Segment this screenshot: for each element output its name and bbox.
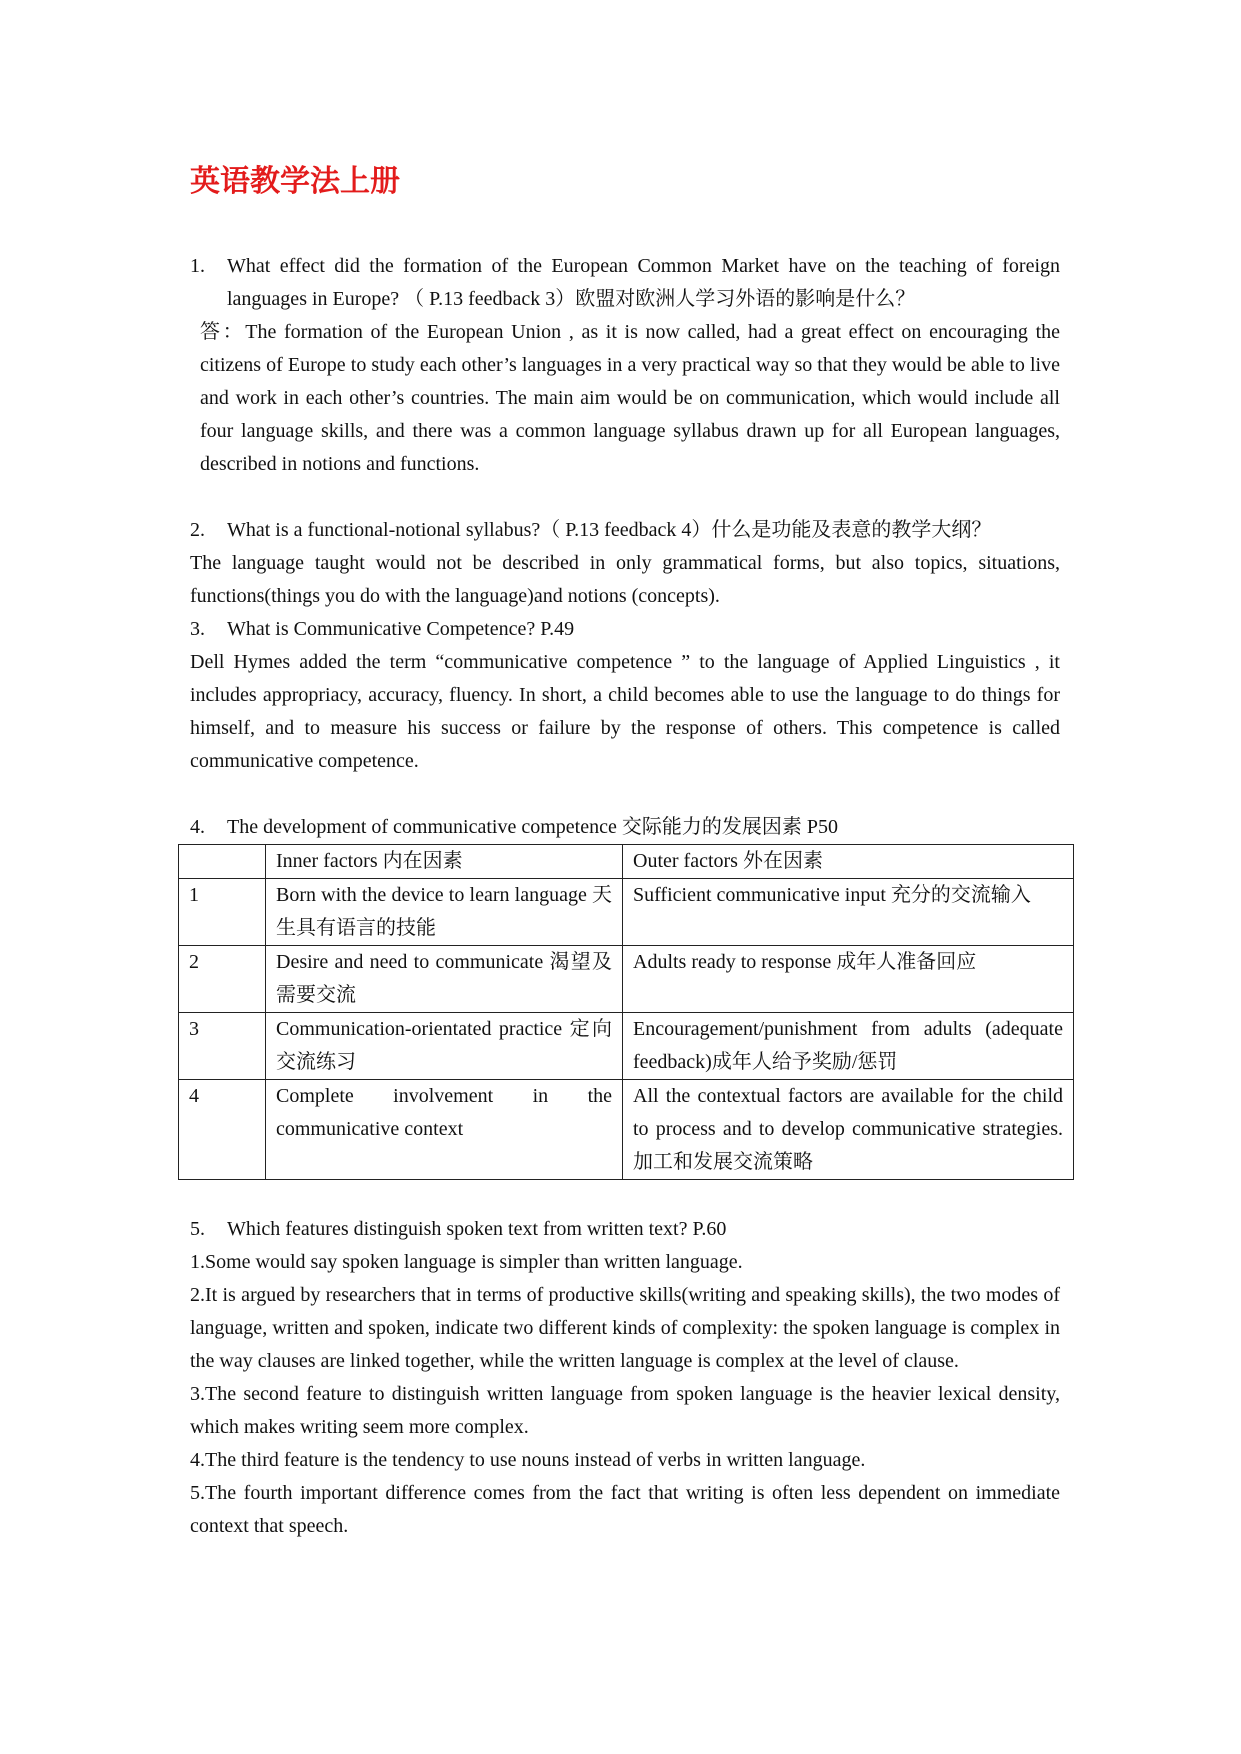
table-cell: Adults ready to response 成年人准备回应 bbox=[623, 946, 1074, 1013]
table-cell: Born with the device to learn language 天生具有语言的技能 bbox=[266, 879, 623, 946]
table-row bbox=[179, 946, 1074, 1013]
table-cell: 3 bbox=[179, 1013, 266, 1080]
question-1 bbox=[190, 250, 1060, 316]
answer-5-point: 4.The third feature is the tendency to use nouns instead of verbs in written language. bbox=[190, 1449, 866, 1471]
question-text: What effect did the formation of the European Common Market have on the teaching of foreign languages in Europe? （ P.13 feedback 3）欧盟对欧洲人学习外语的影响是什么？ bbox=[227, 255, 1060, 310]
answer-2: The language taught would not be described in only grammatical forms, but also topics, situations, functions(things you do with the language)and notions (concepts). bbox=[190, 552, 1060, 607]
table-cell: Sufficient communicative input 充分的交流输入 bbox=[623, 879, 1074, 946]
question-2 bbox=[190, 514, 1060, 547]
factors-table bbox=[178, 844, 1074, 1180]
table-cell: Complete involvement in the communicative context bbox=[266, 1080, 623, 1180]
answer-5-point: 1.Some would say spoken language is simpler than written language. bbox=[190, 1251, 743, 1273]
question-number: 5. bbox=[190, 1218, 205, 1240]
table-row bbox=[179, 1080, 1074, 1180]
table-header-cell bbox=[179, 845, 266, 879]
table-row bbox=[179, 879, 1074, 946]
question-number: 4. bbox=[190, 816, 205, 838]
table-cell: 2 bbox=[179, 946, 266, 1013]
table-header-cell: Outer factors 外在因素 bbox=[623, 845, 1074, 879]
table-cell: 1 bbox=[179, 879, 266, 946]
question-text: Which features distinguish spoken text from written text? P.60 bbox=[227, 1218, 727, 1240]
answer-1: 答：The formation of the European Union , as it is now called, had a great effect on encouraging the citizens of Europe to study each other’s languages in a very practical way so that they would be able to live and work in each other’s countries. The main aim would be on communication, which would include all four language skills, and there was a common language syllabus drawn up for all European languages, described in notions and functions. bbox=[200, 321, 1060, 475]
question-text: What is a functional-notional syllabus?（ P.13 feedback 4）什么是功能及表意的教学大纲？ bbox=[227, 519, 992, 541]
question-number: 3. bbox=[190, 618, 205, 640]
document-title: 英语教学法上册 bbox=[190, 164, 400, 199]
question-number: 1. bbox=[190, 255, 205, 277]
answer-5-point: 3.The second feature to distinguish written language from spoken language is the heavier lexical density, which makes writing seem more complex. bbox=[190, 1383, 1060, 1438]
table-cell: 4 bbox=[179, 1080, 266, 1180]
question-4 bbox=[190, 811, 1060, 844]
question-3 bbox=[190, 613, 1060, 646]
document-body bbox=[189, 250, 1063, 1543]
table-cell: Encouragement/punishment from adults (adequate feedback)成年人给予奖励/惩罚 bbox=[623, 1013, 1074, 1080]
table-row bbox=[179, 1013, 1074, 1080]
answer-3: Dell Hymes added the term “communicative competence ” to the language of Applied Linguistics , it includes appropriacy, accuracy, fluency. In short, a child becomes able to use the language to do things for himself, and to measure his success or failure by the response of others. This competence is called communicative competence. bbox=[190, 651, 1060, 772]
question-number: 2. bbox=[190, 519, 205, 541]
table-cell: All the contextual factors are available for the child to process and to develop communicative strategies.加工和发展交流策略 bbox=[623, 1080, 1074, 1180]
table-cell: Desire and need to communicate 渴望及需要交流 bbox=[266, 946, 623, 1013]
question-text: What is Communicative Competence? P.49 bbox=[227, 618, 575, 640]
answer-5-point: 2.It is argued by researchers that in terms of productive skills(writing and speaking skills), the two modes of language, written and spoken, indicate two different kinds of complexity: the spoken language is complex in the way clauses are linked together, while the written language is complex at the level of clause. bbox=[190, 1284, 1060, 1372]
table-header-cell: Inner factors 内在因素 bbox=[266, 845, 623, 879]
table-header-row bbox=[179, 845, 1074, 879]
answer-5-point: 5.The fourth important difference comes from the fact that writing is often less dependent on immediate context that speech. bbox=[190, 1482, 1060, 1537]
question-5 bbox=[190, 1213, 1060, 1246]
question-text: The development of communicative competence 交际能力的发展因素 P50 bbox=[227, 816, 838, 838]
table-cell: Communication-orientated practice 定向交流练习 bbox=[266, 1013, 623, 1080]
